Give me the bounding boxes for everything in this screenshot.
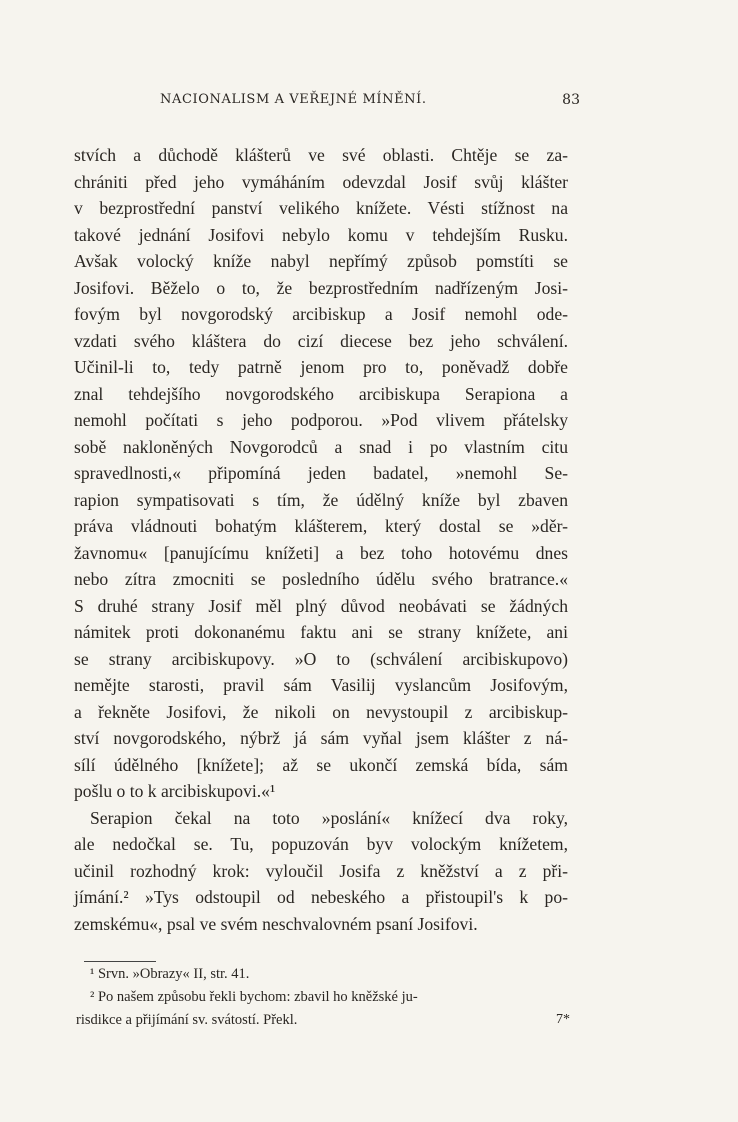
text-line: námitek proti dokonanému faktu ani se strany knížete, ani (74, 622, 568, 642)
text-line: práva vládnouti bohatým klášterem, který dostal se »děr- (74, 516, 568, 536)
signature-mark: 7* (556, 1012, 570, 1027)
text-line: ství novgorodského, nýbrž já sám vyňal jsem klášter z ná- (74, 728, 568, 748)
text-line: Serapion čekal na toto »poslání« knížecí dva roky, (90, 807, 568, 828)
text-line: ale nedočkal se. Tu, popuzován byv volockým knížetem, (74, 834, 568, 854)
text-line: Avšak volocký kníže nabyl nepřímý způsob pomstíti se (74, 251, 568, 271)
text-line: učinil rozhodný krok: vyloučil Josifa z kněžství a z při- (74, 860, 568, 881)
footnote-divider (84, 961, 156, 962)
text-line: S druhé strany Josif měl plný důvod neobávati se žádných (74, 595, 568, 616)
footnote-2: ² Po našem způsobu řekli bychom: zbavil ho kněžské ju- (90, 989, 418, 1005)
text-line: a řekněte Josifovi, že nikoli on nevystoupil z arcibiskup- (74, 701, 568, 722)
page-header (160, 92, 580, 112)
footnote-2-continuation: risdikce a přijímání sv. svátostí. Překl. (76, 1012, 298, 1028)
text-line: chrániti před jeho vymáháním odevzdal Josif svůj klášter (74, 171, 568, 192)
text-line: znal tehdejšího novgorodského arcibiskupa Serapiona a (74, 383, 568, 404)
text-line: sobě nakloněných Novgorodců a snad i po vlastním citu (74, 436, 568, 457)
text-line: nemohl počítati s jeho podporou. »Pod vlivem přátelsky (74, 410, 568, 430)
page-number: 83 (562, 92, 580, 108)
text-line: se strany arcibiskupovy. »O to (schválení arcibiskupovo) (74, 648, 568, 669)
text-line: Josifovi. Běželo o to, že bezprostředním nadřízeným Josi- (74, 277, 568, 298)
text-line: žavnomu« [panujícímu knížeti] a bez toho hotovému dnes (74, 542, 568, 563)
running-title: NACIONALISM A VEŘEJNÉ MÍNĚNÍ. (160, 92, 427, 107)
footnote-1: ¹ Srvn. »Obrazy« II, str. 41. (90, 966, 250, 982)
text-line: stvích a důchodě klášterů ve své oblasti. Chtěje se za- (74, 145, 568, 165)
text-line: spravedlnosti,« připomíná jeden badatel, »nemohl Se- (74, 463, 568, 483)
text-line: pošlu o to k arcibiskupovi.«¹ (74, 781, 276, 801)
text-line: Učinil-li to, tedy patrně jenom pro to, poněvadž dobře (74, 357, 568, 377)
text-line: sílí údělného [knížete]; až se ukončí zemská bída, sám (74, 754, 568, 775)
text-line: v bezprostřední panství velikého knížete. Vésti stížnost na (74, 198, 568, 218)
text-line: jímání.² »Tys odstoupil od nebeského a přistoupil's k po- (74, 887, 568, 907)
text-line: rapion sympatisovati s tím, že údělný kníže byl zbaven (74, 489, 568, 510)
body-text (74, 142, 568, 937)
text-line: fovým byl novgorodský arcibiskup a Josif nemohl ode- (74, 304, 568, 324)
text-line: nebo zítra zmocniti se posledního údělu svého bratrance.« (74, 569, 568, 589)
text-line: zemskému«, psal ve svém neschvalovném psaní Josifovi. (74, 913, 478, 934)
text-line: takové jednání Josifovi nebylo komu v tehdejším Rusku. (74, 224, 568, 245)
text-line: vzdati svého kláštera do cizí diecese bez jeho schválení. (74, 330, 568, 351)
text-line: nemějte starosti, pravil sám Vasilij vyslancům Josifovým, (74, 675, 568, 695)
